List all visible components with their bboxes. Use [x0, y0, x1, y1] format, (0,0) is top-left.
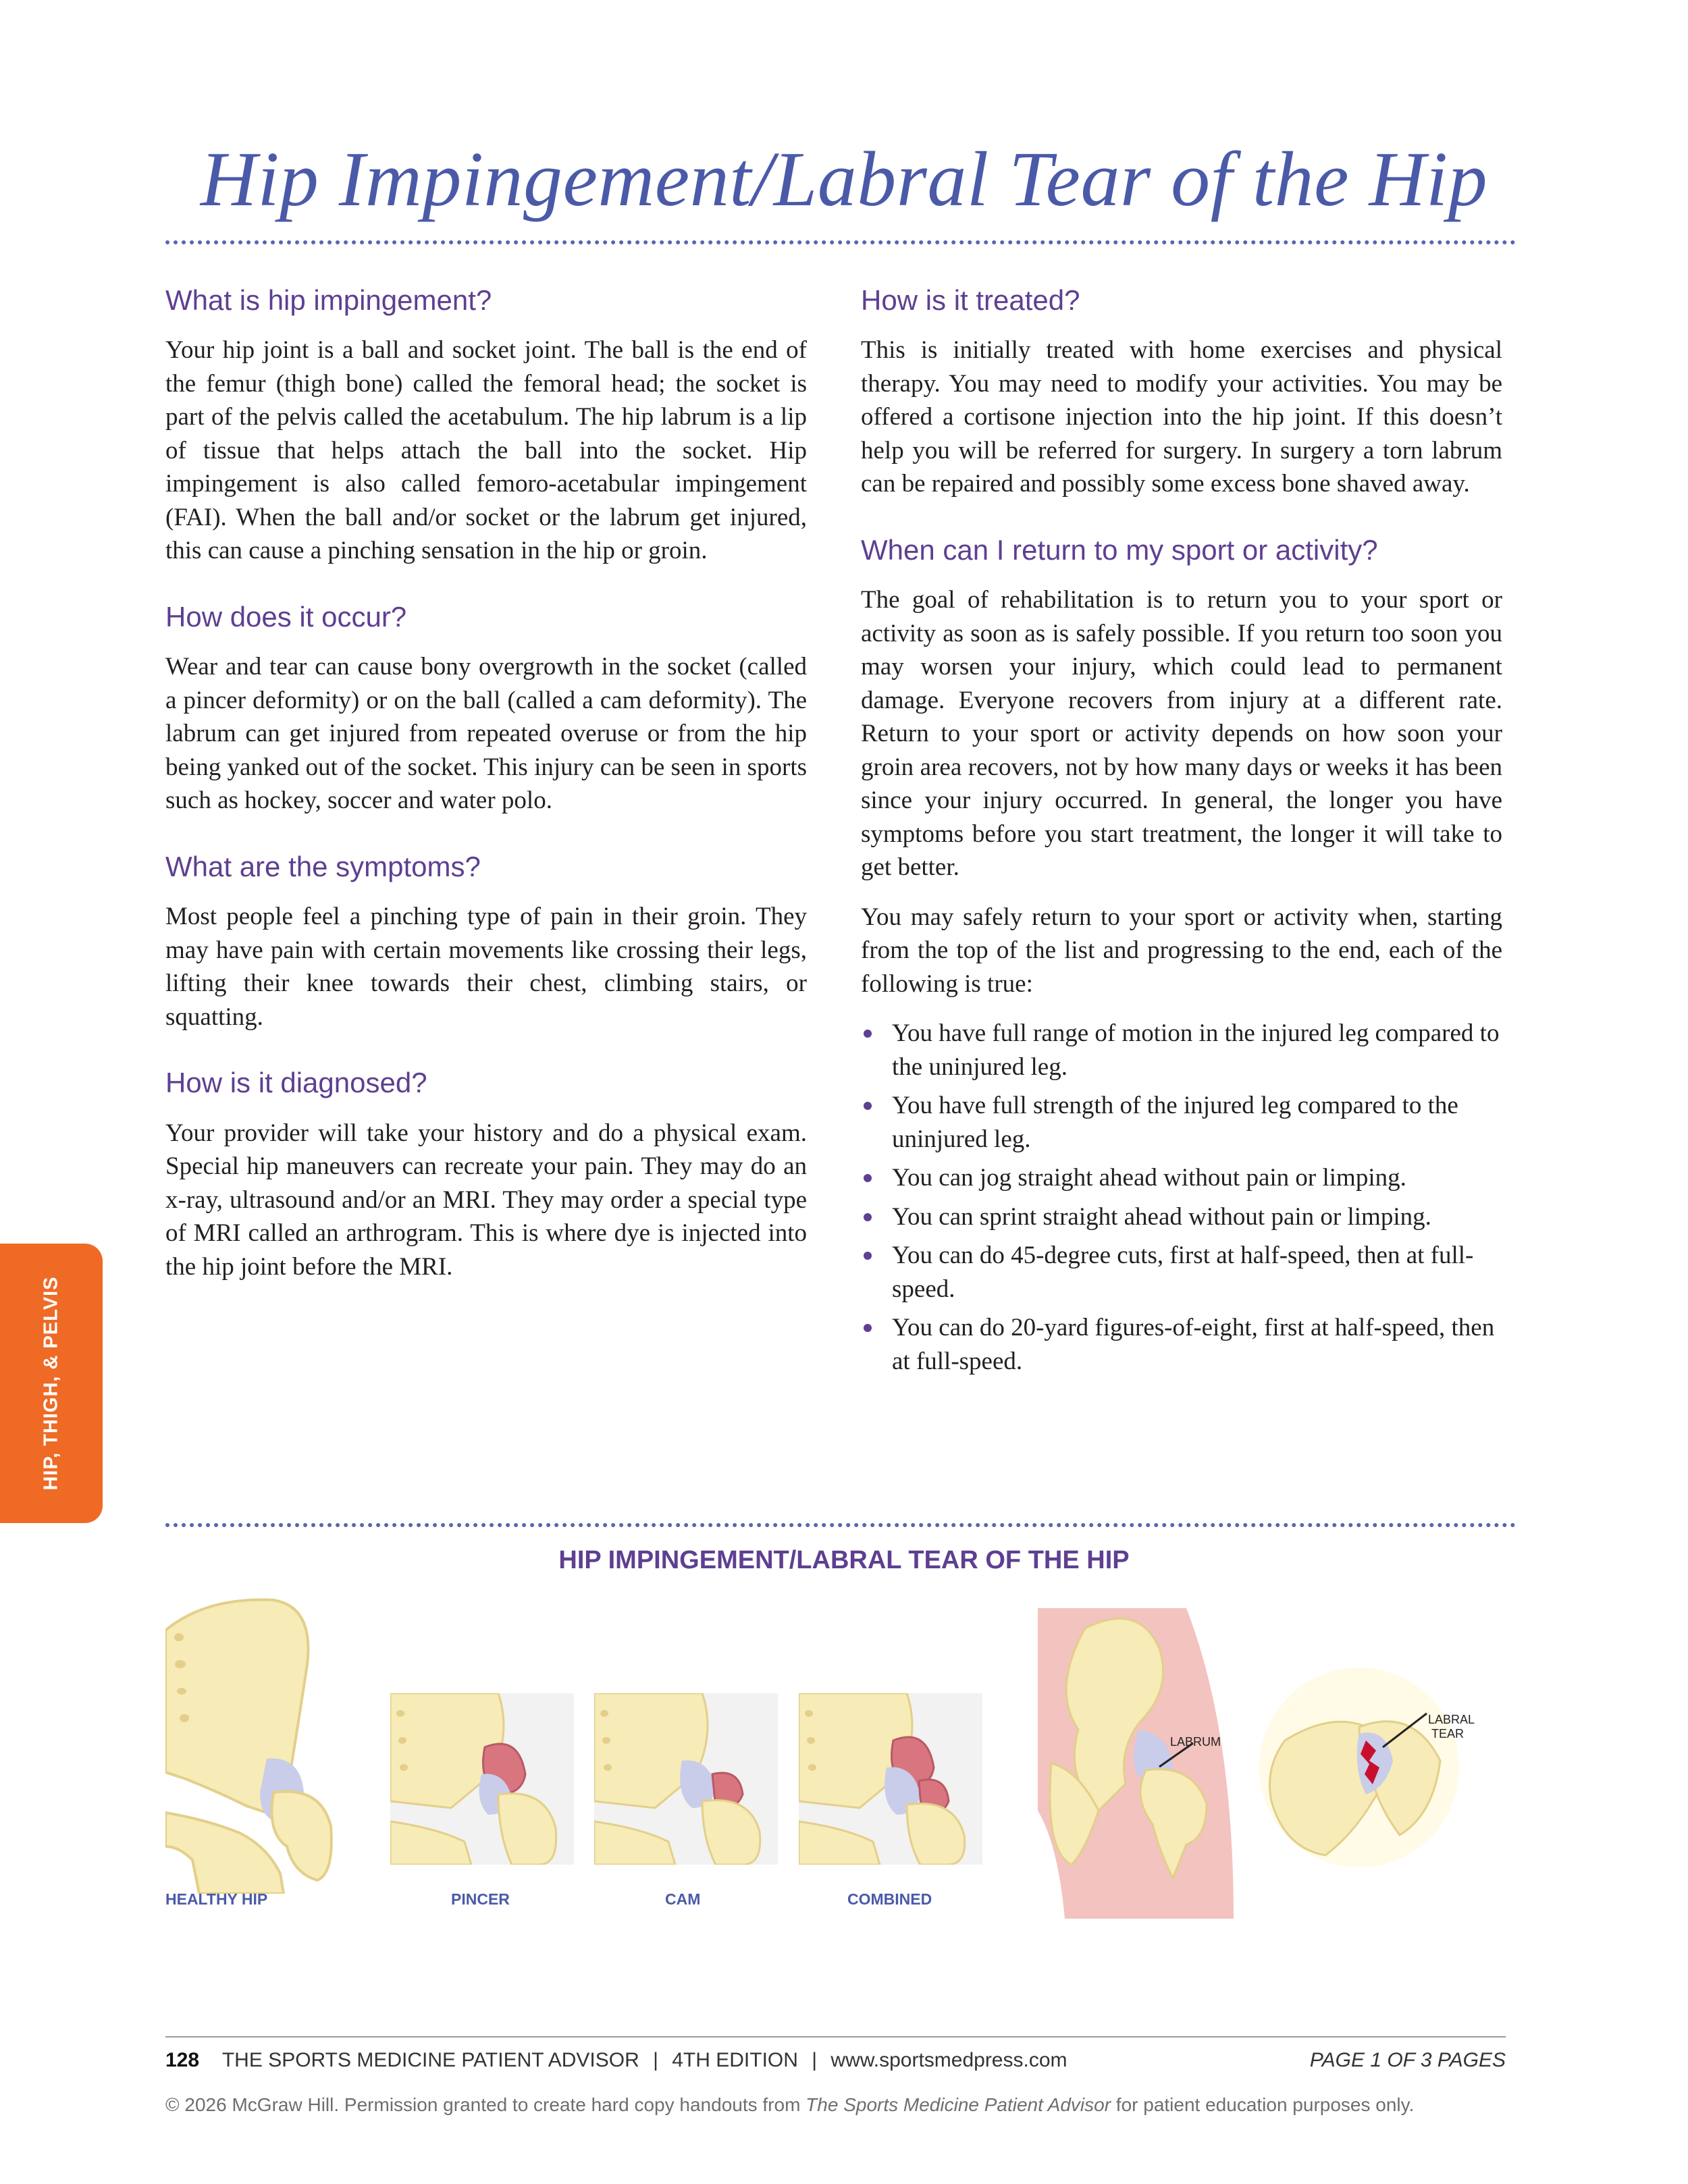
copyright-text-end: for patient education purposes only. [1111, 2094, 1415, 2115]
return-criteria-list [861, 1017, 1502, 1378]
section-tab-label: HIP, THIGH, & PELVIS [40, 1276, 62, 1491]
section-paragraph: Wear and tear can cause bony overgrowth in the socket (called a pincer deformity) or on the ball (called a cam deformity). The labrum can get injured from repeated overuse or from the hip being yanked out of the socket. This injury can be seen in sports such as hockey, soccer and water polo. [165, 653, 807, 815]
list-item [861, 1239, 1502, 1306]
section-treated [861, 284, 1502, 501]
section-symptoms [165, 850, 807, 1034]
pincer-illustration [390, 1693, 574, 1865]
figure-title: HIP IMPINGEMENT/LABRAL TEAR OF THE HIP [558, 1546, 1130, 1574]
bullet-icon [864, 1324, 872, 1332]
caption-healthy-hip: HEALTHY HIP [165, 1890, 268, 1908]
copyright-book-title: The Sports Medicine Patient Advisor [806, 2094, 1111, 2115]
section-heading: What is hip impingement? [165, 284, 492, 316]
combined-illustration [799, 1693, 982, 1865]
bullet-icon [864, 1252, 872, 1260]
section-return [861, 533, 1502, 1378]
label-labral: LABRAL [1428, 1713, 1475, 1726]
labrum-illustration [1038, 1608, 1240, 1919]
figure-divider [165, 1523, 1516, 1527]
title-divider [165, 240, 1516, 244]
copyright-text: © 2026 McGraw Hill. Permission granted to create hard copy handouts from [165, 2094, 806, 2115]
publication-name: THE SPORTS MEDICINE PATIENT ADVISOR [221, 2049, 639, 2071]
section-paragraph: Your provider will take your history and do a physical exam. Special hip maneuvers can recreate your pain. They may do an x-ray, ultrasound and/or an MRI. They may order a special type of MRI called an arthrogram. This is where dye is injected into the hip joint before the MRI. [165, 1119, 807, 1281]
section-paragraph: The goal of rehabilitation is to return you to your sport or activity as soon as is safely possible. If you return too soon you may worsen your injury, which could lead to permanent damage. Everyone recovers from injury at a different rate. Return to your sport or activity depends on how soon your groin area recovers, not by how many days or weeks it has been since your injury occurred. In general, the longer you have symptoms before you start treatment, the longer it will take to get better. [861, 586, 1502, 882]
caption-cam: CAM [665, 1890, 701, 1908]
list-item-text: You can sprint straight ahead without pain or limping. [892, 1202, 1431, 1231]
list-item-text: You have full strength of the injured leg compared to the uninjured leg. [892, 1092, 1458, 1153]
bullet-icon [864, 1102, 872, 1110]
section-diagnosed [165, 1066, 807, 1283]
page-number: 128 [165, 2049, 200, 2071]
page-title: Hip Impingement/Labral Tear of the Hip [200, 136, 1488, 223]
section-heading: What are the symptoms? [165, 850, 481, 882]
list-item-text: You have full range of motion in the injured leg compared to the uninjured leg. [892, 1019, 1500, 1081]
right-column [861, 284, 1502, 1410]
section-what-is [165, 284, 807, 568]
list-item [861, 1311, 1502, 1378]
section-heading: How is it treated? [861, 284, 1080, 316]
section-paragraph: Most people feel a pinching type of pain in their groin. They may have pain with certain movements like crossing their legs, lifting their knee towards their chest, climbing stairs, or squatting. [165, 903, 807, 1031]
list-item-text: You can do 20-yard figures-of-eight, first at half-speed, then at full-speed. [892, 1314, 1495, 1375]
cam-illustration [594, 1693, 778, 1865]
list-item-text: You can jog straight ahead without pain or limping. [892, 1164, 1406, 1192]
list-item [861, 1089, 1502, 1156]
list-item-text: You can do 45-degree cuts, first at half-speed, then at full-speed. [892, 1242, 1474, 1303]
healthy-hip-illustration [165, 1590, 368, 1894]
section-paragraph: This is initially treated with home exercises and physical therapy. You may need to modify your activities. You may be offered a cortisone injection into the hip joint. If this doesn’t help you will be referred for surgery. In surgery a torn labrum can be repaired and possibly some excess bone shaved away. [861, 336, 1502, 498]
section-heading: How does it occur? [165, 600, 407, 633]
bullet-icon [864, 1174, 872, 1182]
caption-combined: COMBINED [847, 1890, 932, 1908]
footer [165, 2049, 1506, 2083]
list-item [861, 1017, 1502, 1084]
labral-tear-illustration [1258, 1666, 1460, 1869]
list-item [861, 1161, 1502, 1195]
label-labrum: LABRUM [1170, 1735, 1221, 1749]
label-tear: TEAR [1431, 1727, 1465, 1740]
section-how-occur [165, 600, 807, 818]
section-heading: How is it diagnosed? [165, 1067, 427, 1099]
edition: 4TH EDITION [672, 2049, 798, 2071]
copyright-notice [165, 2094, 1506, 2116]
separator: | [653, 2049, 658, 2071]
bullet-icon [864, 1030, 872, 1038]
separator: | [812, 2049, 818, 2071]
website-link[interactable]: www.sportsmedpress.com [830, 2049, 1067, 2071]
list-item [861, 1200, 1502, 1234]
section-paragraph: You may safely return to your sport or activity when, starting from the top of the list and progressing to the end, each of the following is true: [861, 903, 1502, 998]
left-column [165, 284, 807, 1316]
page-of-pages: PAGE 1 OF 3 PAGES [1309, 2049, 1506, 2071]
section-paragraph: Your hip joint is a ball and socket joint. The ball is the end of the femur (thigh bone) called the femoral head; the socket is part of the pelvis called the acetabulum. The hip labrum is a lip of tissue that helps attach the ball into the socket. Hip impingement is also called femoro-acetabular impingement (FAI). When the ball and/or socket or the labrum get injured, this can cause a pinching sensation in the hip or groin. [165, 336, 807, 565]
caption-pincer: PINCER [451, 1890, 510, 1908]
footer-rule [165, 2036, 1506, 2037]
section-tab [0, 1244, 103, 1523]
bullet-icon [864, 1213, 872, 1221]
section-heading: When can I return to my sport or activity? [861, 533, 1378, 566]
